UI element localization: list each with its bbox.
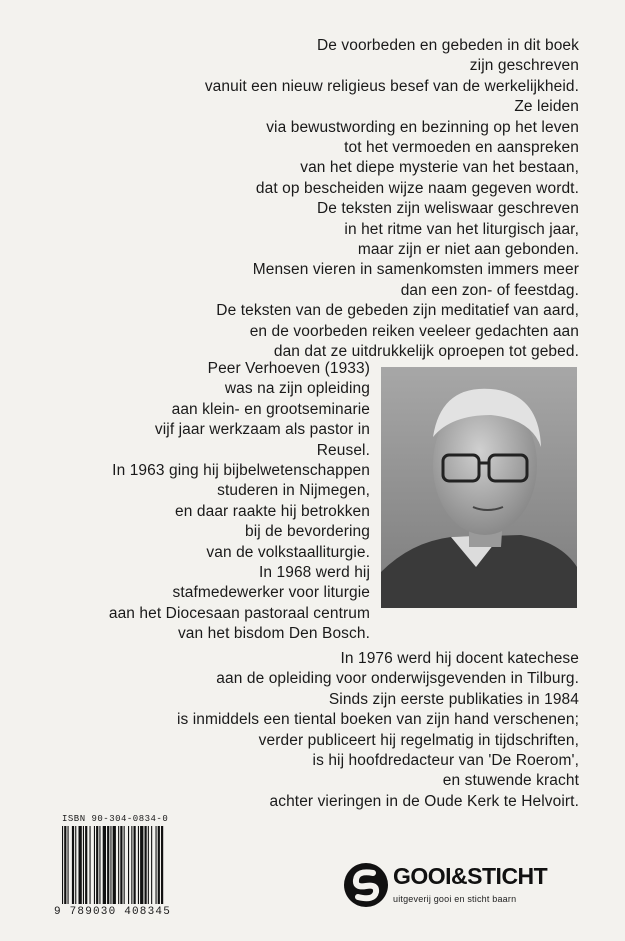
text-line: aan het Diocesaan pastoraal centrum <box>108 604 370 622</box>
text-line: aan klein- en grootseminarie <box>171 400 370 418</box>
text-line: De teksten van de gebeden zijn meditatief van aard, <box>216 302 579 320</box>
text-line: De teksten zijn weliswaar geschreven <box>316 200 579 218</box>
text-line: was na zijn opleiding <box>224 380 370 398</box>
text-line: Sinds zijn eerste publikaties in 1984 <box>328 690 579 708</box>
text-line: dan een zon- of feestdag. <box>400 281 579 299</box>
text-line: zijn geschreven <box>469 57 579 75</box>
text-line: stafmedewerker voor liturgie <box>172 584 370 602</box>
text-line: tot het vermoeden en aanspreken <box>344 139 579 156</box>
text-line: van de volkstaalliturgie. <box>206 543 370 561</box>
text-line: van het bisdom Den Bosch. <box>177 625 370 643</box>
text-line: van het diepe mysterie van het bestaan, <box>300 159 579 177</box>
text-line: is inmiddels een tiental boeken van zijn hand verschenen; <box>176 711 579 729</box>
isbn-text: ISBN 90-304-0834-0 <box>62 814 169 824</box>
publisher-tagline: uitgeverij gooi en sticht baarn <box>393 894 517 904</box>
text-line: Ze leiden <box>514 98 579 116</box>
text-line: In 1968 werd hij <box>258 564 370 581</box>
text-line: In 1976 werd hij docent katechese <box>340 650 579 667</box>
text-line: is hij hoofdredacteur van 'De Roerom', <box>312 752 579 769</box>
text-line: In 1963 ging hij bijbelwetenschappen <box>112 462 370 479</box>
text-line: via bewustwording en bezinning op het leven <box>266 118 579 136</box>
publisher-logo-icon <box>343 862 389 908</box>
text-line: Mensen vieren in samenkomsten immers meer <box>252 261 579 279</box>
text-line: en de voorbeden reiken veeleer gedachten aan <box>249 322 579 340</box>
text-line: Reusel. <box>316 441 370 459</box>
text-line: dan dat ze uitdrukkelijk oproepen tot gebed. <box>273 343 579 360</box>
text-line: dat op bescheiden wijze naam gegeven wordt. <box>255 179 579 197</box>
text-line: Peer Verhoeven (1933) <box>207 360 370 377</box>
publisher-name: GOOI&STICHT <box>393 863 548 889</box>
text-line: maar zijn er niet aan gebonden. <box>357 241 579 258</box>
barcode-digits: 9 789030 408345 <box>54 906 172 918</box>
text-line: aan de opleiding voor onderwijsgevenden in Tilburg. <box>216 670 579 688</box>
text-line: achter vieringen in de Oude Kerk te Helvoirt. <box>269 792 579 810</box>
text-line: vijf jaar werkzaam als pastor in <box>154 421 370 439</box>
text-line: vanuit een nieuw religieus besef van de werkelijkheid. <box>204 77 579 95</box>
text-line: en stuwende kracht <box>442 772 579 790</box>
text-line: en daar raakte hij betrokken <box>175 502 370 520</box>
text-line: De voorbeden en gebeden in dit boek <box>316 37 579 54</box>
text-line: studeren in Nijmegen, <box>217 482 370 500</box>
text-line: bij de bevordering <box>244 523 370 541</box>
text-line: in het ritme van het liturgisch jaar, <box>344 220 579 238</box>
barcode <box>60 826 200 904</box>
author-photo <box>381 367 577 608</box>
text-line: verder publiceert hij regelmatig in tijdschriften, <box>258 731 579 749</box>
